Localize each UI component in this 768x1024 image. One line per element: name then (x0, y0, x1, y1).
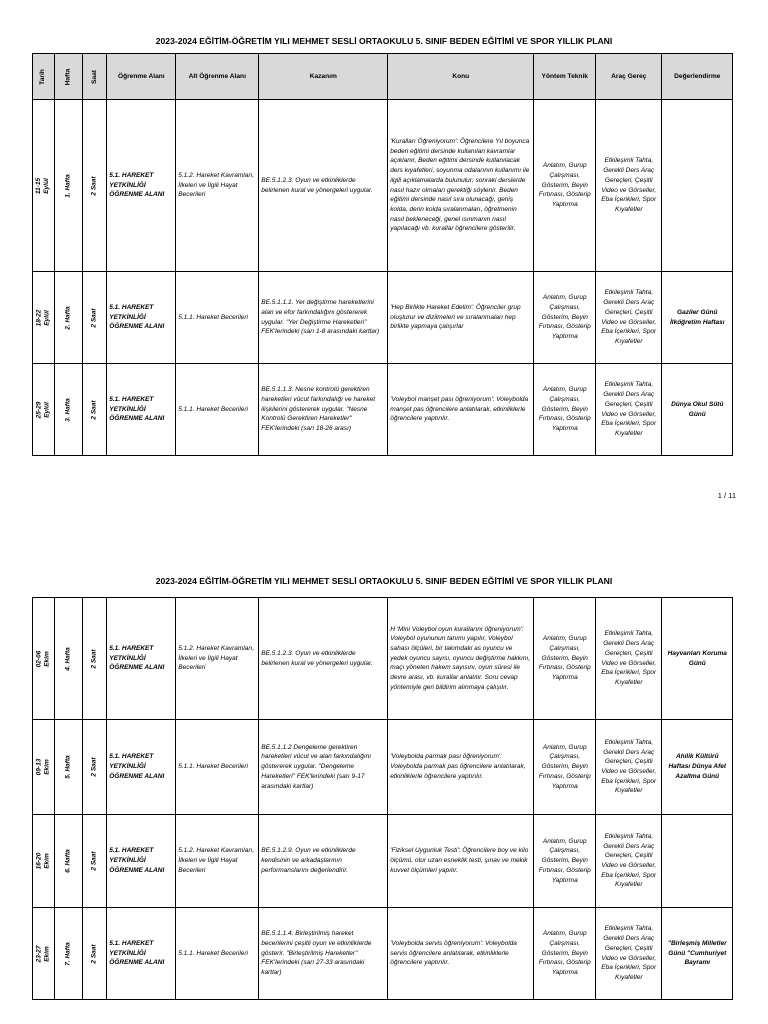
topic-cell: 'Voleybolda servis öğreniyorum': Voleybolda servis öğrencilere anlatılarak, etkinliklerle öğrencilere yaptırılır. (388, 908, 534, 1000)
week-cell: 5. Hafta (54, 720, 82, 815)
week-cell: 3. Hafta (54, 364, 82, 456)
date-cell: 25-29 Eylül (33, 364, 55, 456)
topic-cell: 'Fiziksel Uygunluk Testi': Öğrencilere boy ve kilo ölçümü, otur uzan esneklik testi, şınav ve mekik kuvvet ölçümleri yapılır. (388, 815, 534, 908)
hours-cell: 2 Saat (83, 598, 107, 720)
evaluation-cell: Gaziler Günü İlköğretim Haftası (662, 272, 733, 364)
header-kazanim: Kazanım (259, 54, 388, 100)
date-cell: 23-27 Ekim (33, 908, 55, 1000)
week-cell: 4. Hafta (54, 598, 82, 720)
table-row (33, 272, 733, 364)
outcome-cell: BE.5.1.1.1. Yer değiştirme hareketlerini alan ve efor farkındalığını göstererek uygular. "Yer Değiştirme Hareketleri" FEK'lerindeki (sarı 1-8 arasındaki kartlar) (259, 272, 388, 364)
learning-area-cell: 5.1. HAREKET YETKİNLİĞİ ÖĞRENME ALANI (107, 720, 176, 815)
sub-area-cell: 5.1.1. Hareket Becerileri (176, 908, 259, 1000)
topic-cell: 'Voleybol manşet pası öğreniyorum': Voleybolda manşet pas öğrencilere anlatılarak, etkinliklerle öğrencilere yaptırılır. (388, 364, 534, 456)
header-hafta: Hafta (54, 54, 82, 100)
tools-cell: Etkileşimli Tahta, Gerekli Ders Araç Gereçleri, Çeşitli Video ve Görseller, Eba İçerikleri, Spor Kıyafetler (596, 908, 662, 1000)
date-cell: 09-13 Ekim (33, 720, 55, 815)
evaluation-cell: Ahilik Kültürü Haftası Dünya Afet Azaltma Günü (662, 720, 733, 815)
outcome-cell: BE.5.1.2.9. Oyun ve etkinliklerde kendisinin ve arkadaşlarının performanslarını değerlendirir. (259, 815, 388, 908)
topic-cell: 'Voleybolda parmak pası öğreniyorum': Voleybolda parmak pas öğrencilere anlatılarak, etkinliklerle öğrencilere yaptırılır. (388, 720, 534, 815)
evaluation-cell: "Birleşmiş Milletler Günü "Cumhuriyet Bayramı (662, 908, 733, 1000)
method-cell: Anlatım, Gurup Çalışması, Gösterim, Beyin Fırtınası, Gösterip Yaptırma (534, 364, 596, 456)
week-cell: 2. Hafta (54, 272, 82, 364)
sub-area-cell: 5.1.1. Hareket Becerileri (176, 272, 259, 364)
outcome-cell: BE.5.1.1.4. Birleştirilmiş hareket becerilerini çeşitli oyun ve etkinliklerde gösterir. "Birleştirilmiş Hareketler" FEK'lerindeki (sarı 27-33 arasındaki kartlar) (259, 908, 388, 1000)
learning-area-cell: 5.1. HAREKET YETKİNLİĞİ ÖĞRENME ALANI (107, 364, 176, 456)
header-tarih: Tarih (33, 54, 55, 100)
hours-cell: 2 Saat (83, 100, 107, 272)
tools-cell: Etkileşimli Tahta, Gerekli Ders Araç Gereçleri, Çeşitli Video ve Görseller, Eba İçerikleri, Spor Kıyafetler (596, 815, 662, 908)
week-cell: 7. Hafta (54, 908, 82, 1000)
evaluation-cell (662, 100, 733, 272)
header-saat: Saat (83, 54, 107, 100)
sub-area-cell: 5.1.2. Hareket Kavramları, İlkeleri ve İlgili Hayat Becerileri (176, 100, 259, 272)
date-cell: 11-15 Eylül (33, 100, 55, 272)
header-yontem-teknik: Yöntem Teknik (534, 54, 596, 100)
method-cell: Anlatım, Gurup Çalışması, Gösterim, Beyin Fırtınası, Gösterip Yaptırma (534, 100, 596, 272)
header-arac-gerec: Araç Gereç (596, 54, 662, 100)
hours-cell: 2 Saat (83, 815, 107, 908)
evaluation-cell: Dünya Okul Sütü Günü (662, 364, 733, 456)
document-title: 2023-2024 EĞİTİM-ÖĞRETİM YILI MEHMET SESLİ ORTAOKULU 5. SINIF BEDEN EĞİTİMİ VE SPOR YILLIK PLANI (155, 36, 613, 46)
table-row (33, 720, 733, 815)
outcome-cell: BE.5.1.1.2 Dengeleme gerektiren hareketleri vücut ve alan farkındalığını göstererek uygular. "Dengeleme Hareketleri" FEK'lerindeki (sarı 9-17 arasındaki kartlar) (259, 720, 388, 815)
sub-area-cell: 5.1.1. Hareket Becerileri (176, 720, 259, 815)
tools-cell: Etkileşimli Tahta, Gerekli Ders Araç Gereçleri, Çeşitli Video ve Görseller, Eba İçerikleri, Spor Kıyafetler (596, 598, 662, 720)
method-cell: Anlatım, Gurup Çalışması, Gösterim, Beyin Fırtınası, Gösterip Yaptırma (534, 272, 596, 364)
learning-area-cell: 5.1. HAREKET YETKİNLİĞİ ÖĞRENME ALANI (107, 815, 176, 908)
hours-cell: 2 Saat (83, 908, 107, 1000)
tools-cell: Etkileşimli Tahta, Gerekli Ders Araç Gereçleri, Çeşitli Video ve Görseller, Eba İçerikleri, Spor Kıyafetler (596, 364, 662, 456)
sub-area-cell: 5.1.2. Hareket Kavramları, İlkeleri ve İlgili Hayat Becerileri (176, 598, 259, 720)
plan-table-page-1 (32, 53, 733, 456)
hours-cell: 2 Saat (83, 272, 107, 364)
outcome-cell: BE.5.1.1.3. Nesne kontrolü gerektiren hareketleri vücut farkındalığı ve hareket ilişkilerini göstererek uygular. "Nesne Kontrolü Gerektiren Hareketler" FEK'lerindeki (sarı 18-26 arası) (259, 364, 388, 456)
header-alt-ogrenme-alani: Alt Öğrenme Alanı (176, 54, 259, 100)
table-row (33, 598, 733, 720)
method-cell: Anlatım, Gurup Çalışması, Gösterim, Beyin Fırtınası, Gösterip Yaptırma (534, 598, 596, 720)
sub-area-cell: 5.1.2. Hareket Kavramları, İlkeleri ve İlgili Hayat Becerileri (176, 815, 259, 908)
week-cell: 1. Hafta (54, 100, 82, 272)
header-ogrenme-alani: Öğrenme Alanı (107, 54, 176, 100)
method-cell: Anlatım, Gurup Çalışması, Gösterim, Beyin Fırtınası, Gösterip Yaptırma (534, 908, 596, 1000)
learning-area-cell: 5.1. HAREKET YETKİNLİĞİ ÖĞRENME ALANI (107, 272, 176, 364)
plan-table-page-2 (32, 597, 733, 1000)
outcome-cell: BE.5.1.2.3. Oyun ve etkinliklerde belirlenen kural ve yönergeleri uygular. (259, 598, 388, 720)
date-cell: 16-20 Ekim (33, 815, 55, 908)
tools-cell: Etkileşimli Tahta, Gerekli Ders Araç Gereçleri, Çeşitli Video ve Görseller, Eba İçerikleri, Spor Kıyafetler (596, 100, 662, 272)
method-cell: Anlatım, Gurup Çalışması, Gösterim, Beyin Fırtınası, Gösterip Yaptırma (534, 720, 596, 815)
method-cell: Anlatım, Gurup Çalışması, Gösterim, Beyin Fırtınası, Gösterip Yaptırma (534, 815, 596, 908)
outcome-cell: BE.5.1.2.3. Oyun ve etkinliklerde belirlenen kural ve yönergeleri uygular. (259, 100, 388, 272)
date-cell: 02-06 Ekim (33, 598, 55, 720)
hours-cell: 2 Saat (83, 364, 107, 456)
document-title: 2023-2024 EĞİTİM-ÖĞRETİM YILI MEHMET SESLİ ORTAOKULU 5. SINIF BEDEN EĞİTİMİ VE SPOR YILLIK PLANI (155, 576, 613, 586)
week-cell: 6. Hafta (54, 815, 82, 908)
learning-area-cell: 5.1. HAREKET YETKİNLİĞİ ÖĞRENME ALANI (107, 908, 176, 1000)
table-row (33, 815, 733, 908)
tools-cell: Etkileşimli Tahta, Gerekli Ders Araç Gereçleri, Çeşitli Video ve Görseller, Eba İçerikleri, Spor Kıyafetler (596, 272, 662, 364)
table-row (33, 364, 733, 456)
table-row (33, 908, 733, 1000)
table-row (33, 100, 733, 272)
evaluation-cell (662, 815, 733, 908)
page-number: 1 / 11 (717, 491, 736, 500)
hours-cell: 2 Saat (83, 720, 107, 815)
evaluation-cell: Hayvanları Koruma Günü (662, 598, 733, 720)
sub-area-cell: 5.1.1. Hareket Becerileri (176, 364, 259, 456)
header-degerlendirme: Değerlendirme (662, 54, 733, 100)
topic-cell: H 'Mini Voleybol oyun kurallarını öğreniyorum': Voleybol oyununun tanımı yapılır, Voleybol sahası ölçüleri, bir takımdaki as oyuncu ve yedek oyuncu sayısı, oyuncu değiştirme hakkını, maçı yöneten hakem sayısını, oyun süresi ile devre arası, vb. kurallar anlatılır. Soru cevap yöntemiyle geri bildirim alınmaya çalışılır. (388, 598, 534, 720)
topic-cell: 'Hep Birlikte Hareket Edelim': Öğrenciler grup oluşturur ve dizilmeleri ve sıralanmaları hep birlikte yapmaya çalışırlar (388, 272, 534, 364)
learning-area-cell: 5.1. HAREKET YETKİNLİĞİ ÖĞRENME ALANI (107, 100, 176, 272)
topic-cell: 'Kuralları Öğreniyorum': Öğrencilere Yıl boyunca beden eğitimi dersinde kullanılan kavramlar açıklanır, Beden eğitimi dersinde kullanılacak ders kıyafetleri, soyunma odalarının kullanımı ile ilgili açıklamalarda bulunulur; sonraki derslerde nasıl hazır olmaları gerektiği söylenir. Beden eğitimi dersinde nasıl sıra olunacağı, geniş kolda, derin kolda sıralanmaları, öğretmenin nasıl bekleneceği, genel ısınmanın nasıl yapılacağı vb. kurallar öğrencilere gösterilir. (388, 100, 534, 272)
header-konu: Konu (388, 54, 534, 100)
date-cell: 18-22 Eylül (33, 272, 55, 364)
tools-cell: Etkileşimli Tahta, Gerekli Ders Araç Gereçleri, Çeşitli Video ve Görseller, Eba İçerikleri, Spor Kıyafetler (596, 720, 662, 815)
learning-area-cell: 5.1. HAREKET YETKİNLİĞİ ÖĞRENME ALANI (107, 598, 176, 720)
